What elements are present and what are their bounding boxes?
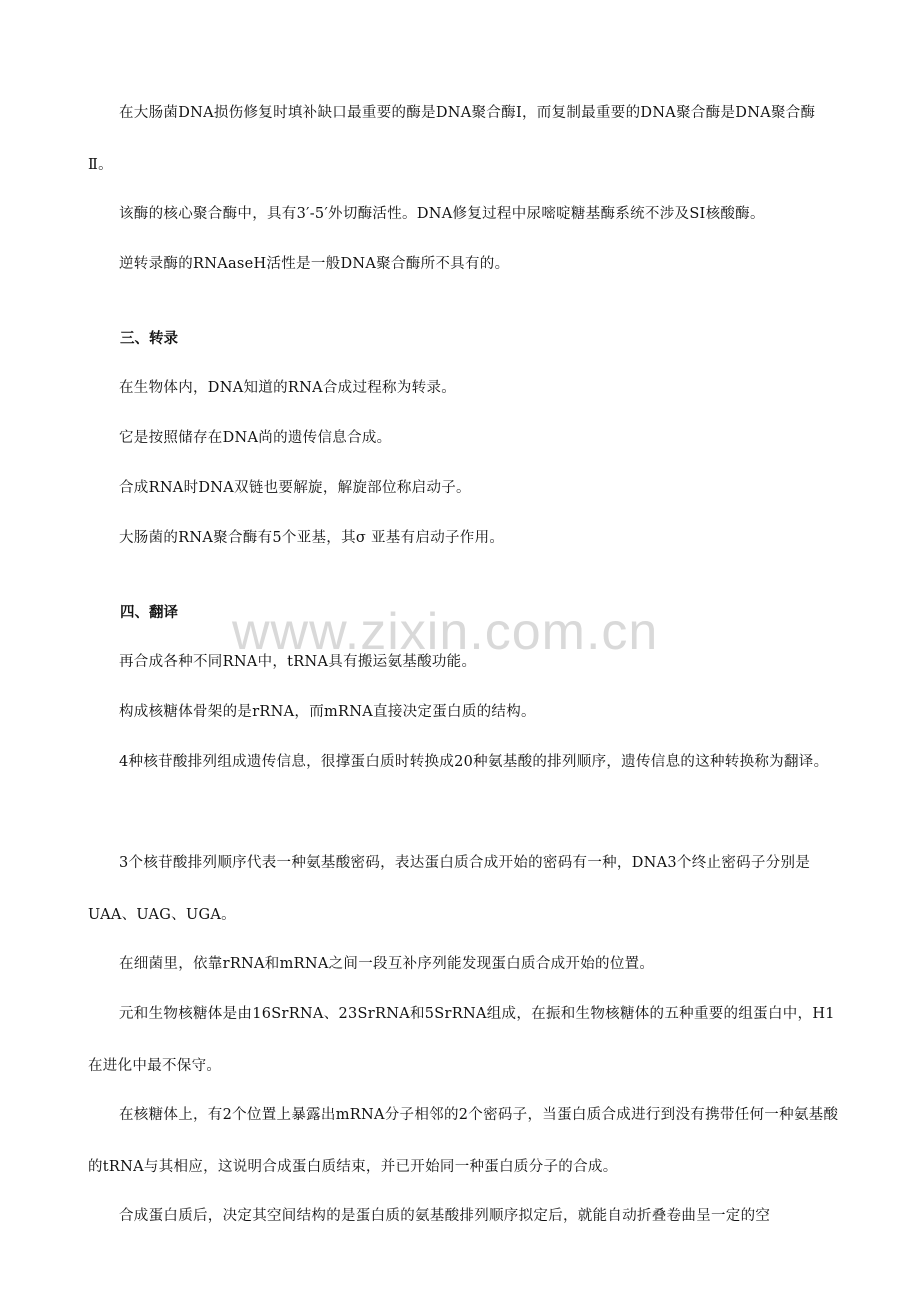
paragraph-ribosome-sites: 在核糖体上，有2个位置上暴露出mRNA分子相邻的2个密码子，当蛋白质合成进行到没有携带任何一种氨基酸的tRNA与其相应，这说明合成蛋白质结束，并已开始同一种蛋白质分子的合成。 xyxy=(88,1107,839,1175)
watermark: www.zixin.com.cn xyxy=(232,603,659,661)
paragraph-genetic-info: 它是按照储存在DNA尚的遗传信息合成。 xyxy=(119,430,392,446)
paragraph-start-site: 在细菌里，依靠rRNA和mRNA之间一段互补序列能发现蛋白质合成开始的位置。 xyxy=(119,956,655,972)
paragraph-protein-folding: 合成蛋白质后，决定其空间结构的是蛋白质的氨基酸排列顺序拟定后，就能自动折叠卷曲呈一定的空 xyxy=(119,1208,771,1224)
paragraph-ribosome-composition: 元和生物核糖体是由16SrRNA、23SrRNA和5SrRNA组成，在振和生物核糖体的五种重要的组蛋白中，H1在进化中最不保守。 xyxy=(88,1006,835,1074)
paragraph-translation-definition: 4种核苷酸排列组成遗传信息，很撑蛋白质时转换成20种氨基酸的排列顺序，遗传信息的这种转换称为翻译。 xyxy=(119,754,829,770)
paragraph-rna-polymerase-subunits: 大肠菌的RNA聚合酶有5个亚基，其σ 亚基有启动子作用。 xyxy=(119,530,505,546)
paragraph-trna-function: 再合成各种不同RNA中，tRNA具有搬运氨基酸功能。 xyxy=(119,654,477,670)
paragraph-rrna-mrna: 构成核糖体骨架的是rRNA，而mRNA直接决定蛋白质的结构。 xyxy=(119,704,536,720)
paragraph-promoter: 合成RNA时DNA双链也要解旋，解旋部位称启动子。 xyxy=(119,480,471,496)
paragraph-reverse-transcriptase: 逆转录酶的RNAaseH活性是一般DNA聚合酶所不具有的。 xyxy=(119,256,510,272)
paragraph-dna-polymerase-repair: 在大肠菌DNA损伤修复时填补缺口最重要的酶是DNA聚合酶Ⅰ，而复制最重要的DNA聚合酶是DNA聚合酶Ⅱ。 xyxy=(88,105,816,173)
section-heading-translation: 四、翻译 xyxy=(120,605,178,621)
paragraph-core-polymerase: 该酶的核心聚合酶中，具有3′-5′外切酶活性。DNA修复过程中尿嘧啶糖基酶系统不涉及SⅠ核酸酶。 xyxy=(119,206,765,222)
paragraph-codons: 3个核苷酸排列顺序代表一种氨基酸密码，表达蛋白质合成开始的密码有一种，DNA3个终止密码子分别是UAA、UAG、UGA。 xyxy=(88,855,811,923)
section-heading-transcription: 三、转录 xyxy=(120,331,178,347)
paragraph-transcription-definition: 在生物体内，DNA知道的RNA合成过程称为转录。 xyxy=(119,380,457,396)
